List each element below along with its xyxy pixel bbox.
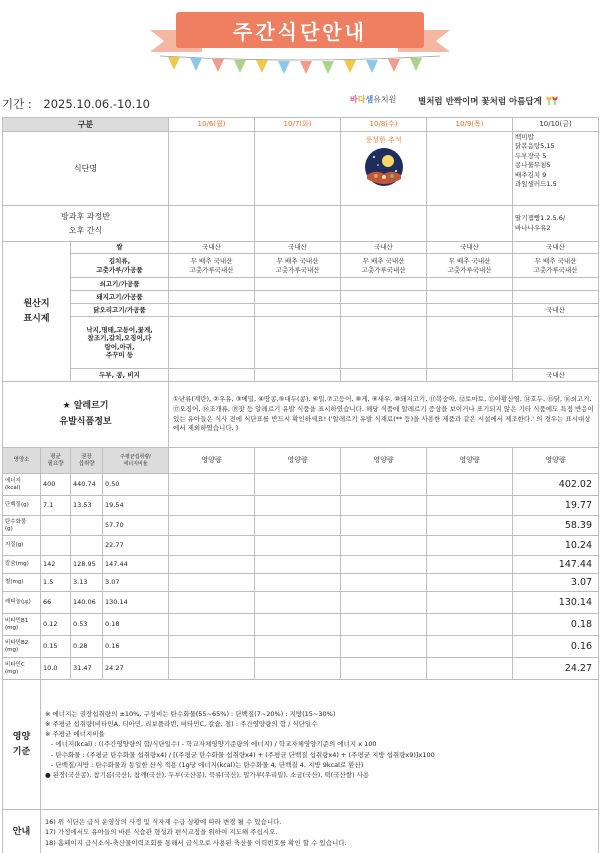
origin-label-line: 원산지 xyxy=(23,299,50,310)
title-banner xyxy=(0,0,600,88)
day-header-row xyxy=(3,118,599,132)
nutrition-section xyxy=(3,474,599,680)
nutrient-amount-fri: 147.44 xyxy=(513,556,599,574)
nutrient-amount-empty xyxy=(341,614,427,636)
origin-value xyxy=(341,369,427,382)
snack-item: 딸기잼빵1.2.5.6/ xyxy=(515,214,566,223)
day-tue: 10/7(화) xyxy=(255,118,341,132)
nutrient-amount-empty xyxy=(169,614,255,636)
origin-value xyxy=(255,317,341,369)
origin-value xyxy=(255,291,341,304)
nutrient-amount-empty xyxy=(169,516,255,536)
snack-item: 바나나우유2 xyxy=(515,223,551,232)
snack-label-line: 방과후 과정반 xyxy=(61,211,110,221)
nutrient-amount-empty xyxy=(169,496,255,516)
nutrient-avg-need: 400 xyxy=(41,474,71,496)
origin-value: 무 배추 국내산 고춧가루국내산 xyxy=(169,254,255,278)
origin-section xyxy=(3,242,599,382)
slogan-text: 별처럼 반짝이며 꽃처럼 아름답게 xyxy=(418,97,542,107)
column-header-label: 구분 xyxy=(3,118,169,132)
nutrient-amount-empty xyxy=(255,496,341,516)
nutrient-amount-fri: 0.18 xyxy=(513,614,599,636)
menu-item: 콩나물무침5 xyxy=(515,161,551,170)
origin-row xyxy=(3,304,599,317)
nutrient-avg-need: 66 xyxy=(41,592,71,614)
nutrient-name: 단백질(g) xyxy=(3,496,41,516)
snack-label-line: 오후 간식 xyxy=(68,225,103,235)
origin-value xyxy=(169,278,255,291)
origin-value: 무 배추 국내산 고춧가루국내산 xyxy=(427,254,513,278)
origin-value: 국내산 xyxy=(513,242,599,254)
nutrient-weekly-avg: 19.54 xyxy=(103,496,169,516)
notice-label: 안내 xyxy=(3,810,41,853)
page-title: 주간식단안내 xyxy=(176,12,424,48)
origin-value: 국내산 xyxy=(427,242,513,254)
standard-line: ※ 에너지는 권장섭취량의 ±10%, 구성비는 탄수화물(55~65%) : 단백질(7~20%) : 지방(15~30%) xyxy=(45,710,336,719)
nutrient-name: 비타민B1 (mg) xyxy=(3,614,41,636)
nutrient-amount-empty xyxy=(427,592,513,614)
nutrient-amount-empty xyxy=(427,496,513,516)
nutrition-row xyxy=(3,574,599,592)
notice-line: 17) 가정에서도 유아들의 바른 식습관 형성과 편식교정을 위하여 지도해 주십시오. xyxy=(45,828,278,837)
nutrient-weekly-avg: 147.44 xyxy=(103,556,169,574)
nutrient-amount-empty xyxy=(341,556,427,574)
origin-value xyxy=(255,278,341,291)
notice-row xyxy=(3,810,599,853)
nutrient-name: 철(mg) xyxy=(3,574,41,592)
origin-value: 무 배추 국내산 고춧가루국내산 xyxy=(341,254,427,278)
nutrient-name: 레티놀(㎍) xyxy=(3,592,41,614)
origin-value xyxy=(255,369,341,382)
menu-mon xyxy=(169,132,255,206)
nutrient-amount-empty xyxy=(427,636,513,658)
origin-row xyxy=(3,369,599,382)
origin-value: 무 배추 국내산 고춧가루국내산 xyxy=(513,254,599,278)
nutrient-amount-empty xyxy=(427,536,513,556)
nutrient-avg-need xyxy=(41,536,71,556)
menu-item: 백미밥 xyxy=(515,133,534,141)
nutrient-weekly-avg: 0.50 xyxy=(103,474,169,496)
nutrient-name: 비타민B2 (mg) xyxy=(3,636,41,658)
kindergarten-logo xyxy=(350,94,396,105)
allergy-label-line: 유발식품정보 xyxy=(59,416,112,427)
snack-wed xyxy=(341,206,427,242)
origin-value: 국내산 xyxy=(169,242,255,254)
nutrient-amount-empty xyxy=(169,536,255,556)
origin-value: 국내산 xyxy=(513,369,599,382)
period-line xyxy=(2,96,150,112)
origin-item: 낙지,명태,고등어,꽃게, 참조기,갈치,오징어,다 랑어,아귀, 주꾸미 등 xyxy=(71,317,169,369)
standard-line: ● 된장(국산콩), 참기름(국산), 참깨(국산), 두부(국산콩), 묵류(국산), 밀가루(우리밀), 소금(국산), 떡(국산쌀) 사용 xyxy=(45,770,370,779)
nutrition-row xyxy=(3,614,599,636)
recommended-header-text: 권장 섭취량 xyxy=(78,453,95,467)
menu-item: 닭볶음탕5,15 xyxy=(515,142,555,151)
origin-item: 쇠고기/가공품 xyxy=(71,278,169,291)
nutrient-amount-empty xyxy=(341,636,427,658)
origin-value xyxy=(341,304,427,317)
notice-line: 18) 홈페이지 급식소식-축산물이력조회를 통해서 급식으로 사용된 축산물 이력번호를 확인 할 수 있습니다. xyxy=(45,838,347,847)
nutrient-avg-need xyxy=(41,516,71,536)
origin-value: 국내산 xyxy=(255,242,341,254)
menu-label: 식단명 xyxy=(3,132,169,206)
nutrient-recommended: 3.13 xyxy=(71,574,103,592)
nutrition-row xyxy=(3,496,599,516)
nutrient-amount-empty xyxy=(255,614,341,636)
nutrient-recommended: 13.53 xyxy=(71,496,103,516)
origin-value xyxy=(427,369,513,382)
day-thu: 10/9(목) xyxy=(427,118,513,132)
logo-part: 샘 xyxy=(365,95,374,104)
standard-line: - 탄수화물 : (주평균 탄수화물 섭취량x4) / [(주평균 탄수화물 섭취량x4) + (주평균 단백질 섭취량x4) + (주평균 지방 섭취량x9)]x100 xyxy=(51,750,435,759)
nutrient-avg-need: 1.5 xyxy=(41,574,71,592)
amount-header-wed: 영양량 xyxy=(341,448,427,474)
amount-header-tue: 영양량 xyxy=(255,448,341,474)
snack-row xyxy=(3,206,599,242)
nutrition-row xyxy=(3,474,599,496)
period-value: 2025.10.06.-10.10 xyxy=(43,97,150,111)
origin-value: 무 배추 국내산 고춧가루국내산 xyxy=(255,254,341,278)
origin-value xyxy=(169,317,255,369)
tulip-icon xyxy=(545,95,559,105)
nutrient-amount-fri: 19.77 xyxy=(513,496,599,516)
origin-value xyxy=(427,278,513,291)
nutrition-row xyxy=(3,516,599,536)
origin-label-line: 표시제 xyxy=(23,313,50,324)
avg-need-header-text: 평균 필요량 xyxy=(47,453,64,467)
nutrient-amount-empty xyxy=(341,574,427,592)
nutrient-weekly-avg: 0.16 xyxy=(103,636,169,658)
nutrition-row xyxy=(3,556,599,574)
nutrient-amount-empty xyxy=(169,474,255,496)
notice-line: 16) 위 식단은 급식 운영상의 사정 및 식자재 수급 상황에 따라 변경 될 수 있습니다. xyxy=(45,817,282,826)
nutrient-amount-empty xyxy=(427,574,513,592)
menu-fri xyxy=(513,132,599,206)
standard-line: - 단백질/지방 : 탄수화물과 동일한 산식 적용 (1g당 에너지(kcal)는 탄수화물 4, 단백질 4, 지방 9kcal로 환산) xyxy=(51,760,364,769)
weekly-avg-header-text: 주평균섭취량/ 에너지비율 xyxy=(120,454,151,467)
nutrient-weekly-avg: 57.70 xyxy=(103,516,169,536)
origin-value xyxy=(255,304,341,317)
nutrient-weekly-avg: 3.07 xyxy=(103,574,169,592)
day-mon: 10/6(월) xyxy=(169,118,255,132)
nutrient-amount-empty xyxy=(255,574,341,592)
nutrition-header-row xyxy=(3,448,599,474)
origin-value xyxy=(341,291,427,304)
origin-value xyxy=(513,317,599,369)
nutrient-amount-empty xyxy=(169,556,255,574)
nutrient-amount-empty xyxy=(255,474,341,496)
menu-item: 배추김치 9 xyxy=(515,170,547,179)
nutrient-name: 에너지 (kcal) xyxy=(3,474,41,496)
origin-row xyxy=(3,317,599,369)
nutrient-name: 탄수화물 (g) xyxy=(3,516,41,536)
standard-label-line: 기준 xyxy=(12,746,31,757)
logo-part: 바 xyxy=(350,95,358,104)
nutrient-recommended xyxy=(71,536,103,556)
nutrient-amount-empty xyxy=(427,474,513,496)
nutrition-row xyxy=(3,592,599,614)
nutrient-recommended xyxy=(71,516,103,536)
menu-item: 두부장국 5 xyxy=(515,151,547,160)
nutrient-amount-fri: 3.07 xyxy=(513,574,599,592)
origin-item: 쌀 xyxy=(71,242,169,254)
origin-value xyxy=(427,317,513,369)
origin-row xyxy=(3,291,599,304)
origin-value xyxy=(427,304,513,317)
nutrient-recommended: 140.06 xyxy=(71,592,103,614)
origin-value xyxy=(169,291,255,304)
origin-value xyxy=(513,278,599,291)
day-wed: 10/8(수) xyxy=(341,118,427,132)
nutrient-recommended: 440.74 xyxy=(71,474,103,496)
nutrient-name: 칼슘(mg) xyxy=(3,556,41,574)
nutrient-amount-fri: 0.16 xyxy=(513,636,599,658)
logo-part: 다 xyxy=(357,95,366,104)
nutrient-amount-empty xyxy=(255,536,341,556)
nutrient-amount-empty xyxy=(341,536,427,556)
origin-value xyxy=(341,278,427,291)
nutrient-weekly-avg: 22.77 xyxy=(103,536,169,556)
menu-tue xyxy=(255,132,341,206)
nutrition-standard-row xyxy=(3,680,599,810)
snack-mon xyxy=(169,206,255,242)
nutrition-row xyxy=(3,536,599,556)
origin-value xyxy=(513,291,599,304)
nutrient-weekly-avg: 0.18 xyxy=(103,614,169,636)
nutrient-amount-empty xyxy=(341,658,427,680)
amount-header-fri: 영양량 xyxy=(513,448,599,474)
nutrient-amount-empty xyxy=(427,516,513,536)
nutrient-amount-fri: 10.24 xyxy=(513,536,599,556)
origin-value: 국내산 xyxy=(513,304,599,317)
allergy-row xyxy=(3,382,599,448)
day-fri: 10/10(금) xyxy=(513,118,599,132)
nutrient-header-text: 영양소 xyxy=(13,457,30,464)
snack-thu xyxy=(427,206,513,242)
nutrient-amount-empty xyxy=(255,592,341,614)
nutrient-weekly-avg: 130.14 xyxy=(103,592,169,614)
slogan xyxy=(418,95,559,107)
nutrient-header xyxy=(3,448,41,474)
avg-need-header xyxy=(41,448,71,474)
nutrition-row xyxy=(3,658,599,680)
amount-header-mon: 영양량 xyxy=(169,448,255,474)
allergy-info-text: ①난류(계란), ②우유, ③메밀, ④땅콩,⑤대두(콩), ⑥밀,⑦고등어, ⑧게, ⑨새우, ⑩돼지고기, ⑪복숭아, ⑫토마토, ⑬아황산염, ⑭호두, ⑮닭, ⑯쇠고기, ⑰오징어, ⑱조개류, ⑲잣 등 알레르기 유발 식품을 표시하였습니다. 해당 식품에 알레르기 증상을 보이거나 표기되지 않은 기타 식품에도 특정 반응이 있는 유아들은 식사 전에 식단표를 반드시 확인하세요! ('알레르기 유발 식재료(** 등)을 사용한 제품과 같은 시설에서 제조한다.' 의 경우는 표시대상에서 제외하였습니다. ) xyxy=(169,382,599,448)
origin-row xyxy=(3,278,599,291)
nutrient-amount-empty xyxy=(341,592,427,614)
menu-wed xyxy=(341,132,427,206)
standard-text xyxy=(41,680,599,810)
nutrient-amount-fri: 58.39 xyxy=(513,516,599,536)
nutrient-name: 지질(g) xyxy=(3,536,41,556)
period-label: 기간 : xyxy=(2,97,32,111)
nutrient-amount-empty xyxy=(255,636,341,658)
nutrient-avg-need: 142 xyxy=(41,556,71,574)
nutrient-recommended: 0.28 xyxy=(71,636,103,658)
nutrient-amount-empty xyxy=(169,574,255,592)
holiday-label: 풍성한 추석 xyxy=(365,136,402,144)
nutrient-recommended: 0.53 xyxy=(71,614,103,636)
origin-item: 김치류, 고춧가루/가공품 xyxy=(71,254,169,278)
nutrient-amount-empty xyxy=(169,592,255,614)
nutrient-avg-need: 0.15 xyxy=(41,636,71,658)
nutrient-recommended: 31.47 xyxy=(71,658,103,680)
nutrient-name: 비타민C (mg) xyxy=(3,658,41,680)
origin-item: 돼지고기/가공품 xyxy=(71,291,169,304)
origin-value xyxy=(341,317,427,369)
menu-item: 과일샐러드1.5 xyxy=(515,180,557,189)
amount-header-thu: 영양량 xyxy=(427,448,513,474)
nutrient-amount-fri: 24.27 xyxy=(513,658,599,680)
snack-fri xyxy=(513,206,599,242)
nutrient-amount-empty xyxy=(169,658,255,680)
snack-label xyxy=(3,206,169,242)
origin-row xyxy=(3,242,599,254)
nutrient-amount-fri: 130.14 xyxy=(513,592,599,614)
nutrient-recommended: 128.95 xyxy=(71,556,103,574)
chuseok-illustration-icon xyxy=(364,147,404,187)
allergy-label-line: ★ 알레르기 xyxy=(62,401,109,412)
nutrient-amount-empty xyxy=(255,658,341,680)
snack-tue xyxy=(255,206,341,242)
nutrient-amount-empty xyxy=(427,614,513,636)
nutrient-amount-empty xyxy=(255,556,341,574)
nutrient-amount-empty xyxy=(341,496,427,516)
origin-value xyxy=(169,304,255,317)
nutrient-amount-empty xyxy=(341,474,427,496)
nutrient-amount-empty xyxy=(341,516,427,536)
nutrient-amount-empty xyxy=(169,636,255,658)
nutrient-weekly-avg: 24.27 xyxy=(103,658,169,680)
nutrient-amount-empty xyxy=(427,658,513,680)
meal-plan-table xyxy=(2,117,599,853)
nutrient-avg-need: 0.12 xyxy=(41,614,71,636)
nutrient-avg-need: 10.0 xyxy=(41,658,71,680)
origin-row xyxy=(3,254,599,278)
origin-value: 국내산 xyxy=(341,242,427,254)
standard-label-line: 영양 xyxy=(12,732,31,743)
standard-line: - 에너지(kcal) : ((주간영양량의 합/식단일수) - 학교자체영양기준량의 에너지) / 학교자체영양기준의 에너지 x 100 xyxy=(51,740,377,749)
bunting-decoration-icon xyxy=(160,54,440,76)
origin-value xyxy=(169,369,255,382)
standard-label xyxy=(3,680,41,810)
notice-text xyxy=(41,810,599,853)
nutrition-row xyxy=(3,636,599,658)
nutrient-avg-need: 7.1 xyxy=(41,496,71,516)
standard-line: ※ 주평균 섭취량(비타민A, 티아민, 리보플라빈, 비타민C, 칼슘, 철) : 주간영양량의 합 / 식단일수 xyxy=(45,720,318,729)
origin-value xyxy=(427,291,513,304)
origin-item: 두부, 콩, 비지 xyxy=(71,369,169,382)
standard-line: ※ 주평균 에너지비율 xyxy=(45,730,105,739)
origin-label xyxy=(3,242,71,382)
recommended-header xyxy=(71,448,103,474)
menu-thu xyxy=(427,132,513,206)
logo-part: 유치원 xyxy=(373,95,397,104)
nutrient-amount-empty xyxy=(427,556,513,574)
origin-item: 닭오리고기/가공품 xyxy=(71,304,169,317)
weekly-avg-header xyxy=(103,448,169,474)
menu-row xyxy=(3,132,599,206)
allergy-label xyxy=(3,382,169,448)
nutrient-amount-fri: 402.02 xyxy=(513,474,599,496)
nutrient-amount-empty xyxy=(255,516,341,536)
